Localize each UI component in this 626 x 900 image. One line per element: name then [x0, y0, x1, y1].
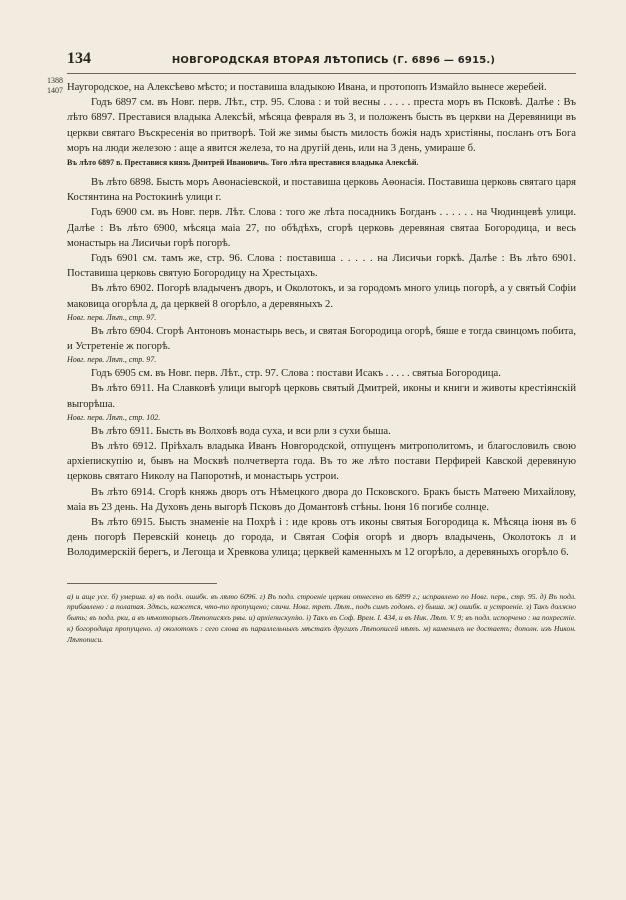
- margin-year-end: 1407: [47, 86, 63, 95]
- paragraph: Годъ 6901 см. тамъ же, стр. 96. Слова : поставиша . . . . . на Лисичьи горкѣ. Далѣе : Въ лѣто 6901. Поставиша церковь святую Богородицу на Хрестьцахъ.: [67, 253, 576, 280]
- paragraph: Годъ 6905 см. въ Новг. перв. Лѣт., стр. 97. Слова : постави Исакъ . . . . . святыа Богородица.: [91, 368, 501, 380]
- paragraph: Въ лѣто 6902. Погорѣ владыченъ дворъ, и Околотокъ, и за городомъ много улиць погорѣ, а у святьй Софіи маковица огорѣла д, да церквей 8 огорѣло, а деревяныхъ 2.: [67, 283, 576, 310]
- paragraph: Въ лѣто 6904. Сгорѣ Антоновъ монастырь весь, и святая Богородица огорѣ, бяше е тогда свинцомъ побита, и Устретеніе ж погорѣ.: [67, 325, 576, 353]
- running-title: НОВГОРОДСКАЯ ВТОРАЯ ЛѢТОПИСЬ (Г. 6896 — 6915.): [171, 55, 496, 66]
- paragraph: Въ лѣто 6915. Бысть знаменіе на Похрѣ і : иде кровь отъ иконы святыя Богородица к. Мѣсяца іюня въ 6 день погорѣ Перевскій конець до города, и Святая Софія огорѣ и дворъ владычень, Околотокъ л и Володимерскій берегъ, и Легоща и Хревкова улица; церквей каменныхъ м 12 огорѣло, а деревяныхъ огорѣло 6.: [67, 517, 576, 559]
- paragraph: Наугородское, на Алексѣево мѣсто; и поставиша владыкою Ивана, и протопопъ Измайло вынесе жеребей.: [67, 82, 547, 93]
- small-note: Въ лѣто 6897 в. Преставися князь Дмитрей Ивановичь. Того лѣта преставися владыка Алексѣй.: [67, 158, 419, 168]
- paragraph: Въ лѣто 6911. На Славковѣ улици выгорѣ церковь святый Дмитрей, иконы и книги и животы крестіянскій выгорѣша.: [67, 383, 576, 410]
- paragraph: Въ лѣто 6914. Сгорѣ княжь дворъ отъ Нѣмецкого двора до Псковского. Бракъ бысть Матѳею Михайлову, маіа въ 23 день. На Духовъ день выгорѣ Псковъ до Домантовѣ стѣны. Іюня 16 погибе солнце.: [67, 486, 576, 513]
- source-reference: Новг. перв. Лѣт., стр. 97.: [67, 312, 157, 322]
- page-number: 134: [67, 50, 91, 67]
- chronicle-text: [67, 80, 576, 561]
- footnotes: а) и аще усе. б) умерша. в) въ подл. ошибк. въ лѣто 6096. г) Въ подл. строеніе церкви отнесено въ 6899 г.; исправлено по Новг. перв., стр. 95. д) Въ подл. прибавлено : а полатая. Здѣсь, кажется, что-то пропущено; сличи. Новг. трет. Лѣт., подъ симъ годомъ. е) быша. ж) ошибк. и устроеніе. з) Такъ должно быть; въ подл. рки, а въ нѣкоторыхъ Лѣтописяхъ рвы. и) архіепискупію. і) Такъ въ Соф. Врем. І. 434, и въ Ник. Лѣт. V. 9; въ подл. испорчено : на похрестіе. к) богородица пропущено. л) околотокъ : сего слова въ параллельныхъ мѣстахъ другихъ Лѣтописей нѣтъ. м) каменыхъ не достаетъ; дополн. изъ Никон. Лѣтописи.: [67, 591, 576, 644]
- footnote-divider: [67, 583, 217, 584]
- source-reference: Новг. перв. Лѣт., стр. 102.: [67, 412, 161, 422]
- margin-year-start: 1388: [47, 76, 63, 85]
- paragraph: Годъ 6900 см. въ Новг. перв. Лѣт. Слова : того же лѣта посадникъ Богданъ . . . . . . на Чюдинцевѣ улици. Далѣе : Въ лѣто 6900, мѣсяца маіа 27, по обѣдѣхъ, сгорѣ церковь деревяная святаа Богородица, и весь монастырь на Лисичьи горѣ погорѣ.: [67, 207, 576, 249]
- source-reference: Новг. перв. Лѣт., стр. 97.: [67, 355, 157, 365]
- margin-year-range: [47, 76, 63, 96]
- paragraph: Въ лѣто 6898. Бысть моръ Аѳонасіевской, и поставиша церковь Аѳонасія. Поставиша церковь святаго царя Костянтина на Ростокинѣ улици г.: [67, 177, 576, 204]
- paragraph: Въ лѣто 6911. Бысть въ Волховѣ вода суха, и вси рли з сухи быша.: [91, 425, 391, 437]
- paragraph: Годъ 6897 см. въ Новг. перв. Лѣт., стр. 95. Слова : и той весны . . . . . преста моръ въ Псковѣ. Далѣе : Въ лѣто 6897. Преставися владыка Алексѣй, мѣсяца февраля въ 3, и положенъ бысть въ церкви на Деревяници въ церкви святаго Въскресенія во притворѣ. Той же зимы бысть милость божія надъ христіяны, посланъ отъ Бога моръ на люди железою : аще а явится железа, то на другій день, или на 3 день, умираше б.: [67, 97, 576, 154]
- page-header: [67, 50, 576, 74]
- paragraph: Въ лѣто 6912. Пріѣхалъ владыка Иванъ Новгородской, отпущенъ митрополитомъ, и благословилъ свою архіепискупію и, бывъ на Москвѣ полчетверта года. Въ то же лѣто постави Перфирей Кавской деревяную церковь святаго Николу на Папоротнѣ, и монастырь устрои.: [67, 441, 576, 483]
